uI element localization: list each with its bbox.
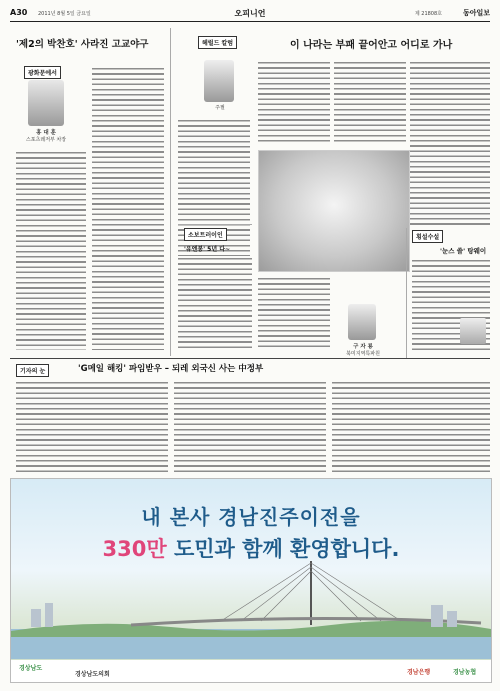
page-number: A30 bbox=[10, 8, 28, 17]
sub-column-label: 소보트러이인 bbox=[184, 228, 227, 241]
ad-headline-rest: 도민과 함께 환영합니다. bbox=[173, 537, 400, 561]
writer2-photo bbox=[348, 304, 376, 340]
logo-kyongnam-bank: 경남은행 bbox=[407, 669, 431, 676]
mid-writer-role: 주필 bbox=[215, 105, 225, 111]
main-body-text-c bbox=[410, 60, 490, 225]
bottom-column-label: 기자의 눈 bbox=[16, 364, 49, 377]
logo-gyeongnam-council: 경상남도의회 bbox=[75, 671, 110, 678]
sub-body-text bbox=[178, 256, 252, 350]
paper-name: 동아일보 bbox=[462, 9, 490, 17]
left-writer-role: 스포츠레저부 차장 bbox=[25, 137, 67, 143]
bottom-body-text-a bbox=[16, 380, 168, 472]
left-body-text-b bbox=[92, 66, 164, 350]
main-body-text-b bbox=[334, 60, 406, 145]
logo-nonghyup: 경남농협 bbox=[453, 669, 477, 676]
bottom-rule bbox=[10, 358, 490, 359]
col-divider-2 bbox=[406, 228, 407, 358]
right-writer-photo bbox=[460, 318, 486, 344]
bottom-body-text-c bbox=[332, 380, 490, 472]
mid-writer-photo bbox=[204, 60, 234, 102]
writer2-role: 북미지역특파원 bbox=[346, 351, 380, 357]
ad-headline-line1: 내 본사 경남진주이전을 bbox=[141, 505, 361, 529]
advertisement bbox=[10, 478, 492, 683]
issue-date: 2011년 8월 5일 금요일 bbox=[38, 11, 91, 17]
mid-column-label: 헤럴드 칼럼 bbox=[198, 36, 237, 49]
main-body-text-a bbox=[258, 60, 330, 145]
left-column-title: '제2의 박찬호' 사라진 고교야구 bbox=[16, 39, 149, 50]
logo-gyeongnam: 경상남도 bbox=[19, 665, 43, 672]
col-divider-1 bbox=[170, 28, 171, 356]
ad-population: 330만 bbox=[102, 537, 167, 561]
riverbank bbox=[11, 621, 491, 637]
left-column-label: 광화문에서 bbox=[24, 66, 61, 79]
main-editorial-title: 이 나라는 부패 끝어안고 어디로 가나 bbox=[290, 40, 453, 51]
header-rule bbox=[10, 21, 490, 22]
left-writer-photo bbox=[28, 80, 64, 126]
left-body-text-a bbox=[16, 150, 86, 350]
right-column-title: '눈스 쓸' 탕웨이 bbox=[440, 247, 487, 255]
page-header bbox=[10, 8, 490, 20]
writer2-name: 구 자 룡 bbox=[353, 344, 373, 350]
section-name: 오피니언 bbox=[234, 9, 266, 18]
bridge-landscape-illustration bbox=[11, 559, 491, 659]
main-body-text-d bbox=[258, 276, 330, 350]
bottom-article-title: 'G메일 해킹' 파임받우 – 되레 외국신 사는 中정부 bbox=[78, 364, 264, 374]
left-writer-name: 홍 대 훈 bbox=[36, 130, 56, 136]
bottom-body-text-b bbox=[174, 380, 326, 472]
caricature-illustration bbox=[258, 150, 410, 272]
right-column-label: 횡설수설 bbox=[412, 230, 443, 243]
sub-column-head: '유엔봉' 5년 다~ bbox=[184, 246, 231, 253]
issue-number: 제 21808호 bbox=[414, 11, 442, 17]
sub-divider bbox=[178, 224, 252, 225]
